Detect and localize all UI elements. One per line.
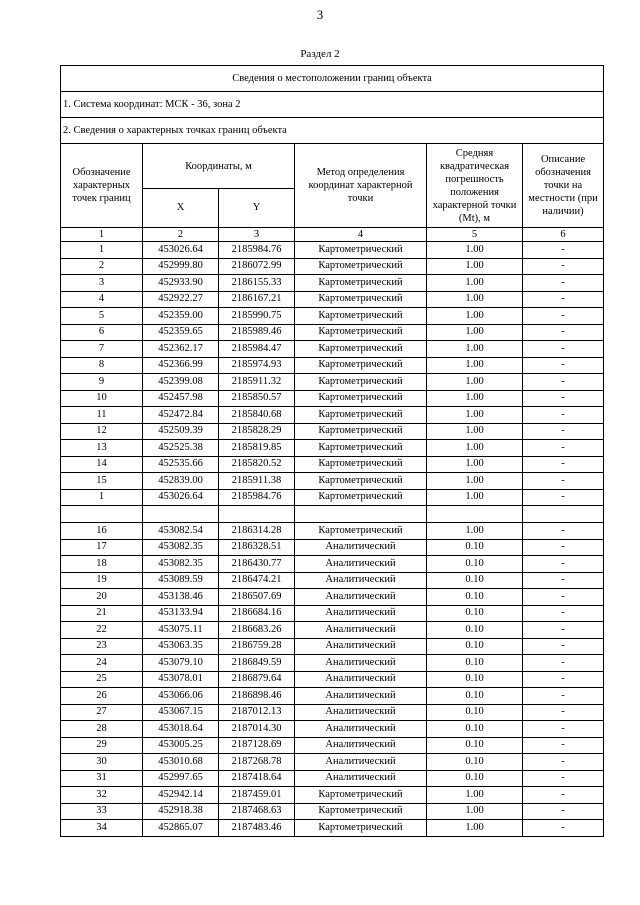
table-row bbox=[61, 390, 604, 407]
table-row bbox=[61, 258, 604, 275]
coord-y: 2187468.63 bbox=[219, 803, 295, 820]
table-row bbox=[61, 357, 604, 374]
error-mt: 0.10 bbox=[427, 556, 523, 573]
table-row bbox=[61, 308, 604, 325]
coord-y: 2185819.85 bbox=[219, 440, 295, 457]
method: Аналитический bbox=[295, 638, 427, 655]
description: - bbox=[523, 473, 604, 490]
boundary-points-table bbox=[60, 65, 604, 837]
error-mt: 0.10 bbox=[427, 688, 523, 705]
error-mt: 0.10 bbox=[427, 704, 523, 721]
coord-x: 452362.17 bbox=[143, 341, 219, 358]
coord-x: 452865.07 bbox=[143, 820, 219, 837]
table-row bbox=[61, 605, 604, 622]
coord-x: 453067.15 bbox=[143, 704, 219, 721]
group-separator-row bbox=[61, 506, 604, 523]
coord-y: 2185984.47 bbox=[219, 341, 295, 358]
error-mt: 1.00 bbox=[427, 489, 523, 506]
method: Картометрический bbox=[295, 308, 427, 325]
error-mt: 0.10 bbox=[427, 638, 523, 655]
point-designation: 19 bbox=[61, 572, 143, 589]
error-mt: 0.10 bbox=[427, 770, 523, 787]
table-row bbox=[61, 556, 604, 573]
coord-y: 2186328.51 bbox=[219, 539, 295, 556]
point-designation: 25 bbox=[61, 671, 143, 688]
method: Картометрический bbox=[295, 423, 427, 440]
description: - bbox=[523, 638, 604, 655]
method: Картометрический bbox=[295, 489, 427, 506]
coord-y: 2185989.46 bbox=[219, 324, 295, 341]
coord-y: 2185828.29 bbox=[219, 423, 295, 440]
description: - bbox=[523, 275, 604, 292]
coord-x: 453133.94 bbox=[143, 605, 219, 622]
table-row bbox=[61, 704, 604, 721]
point-designation: 10 bbox=[61, 390, 143, 407]
description: - bbox=[523, 787, 604, 804]
coord-x: 452472.84 bbox=[143, 407, 219, 424]
description: - bbox=[523, 737, 604, 754]
coord-y: 2186072.99 bbox=[219, 258, 295, 275]
table-row bbox=[61, 456, 604, 473]
error-mt: 0.10 bbox=[427, 737, 523, 754]
point-designation: 7 bbox=[61, 341, 143, 358]
description: - bbox=[523, 489, 604, 506]
point-designation: 31 bbox=[61, 770, 143, 787]
coord-y: 2187418.64 bbox=[219, 770, 295, 787]
description: - bbox=[523, 721, 604, 738]
description: - bbox=[523, 605, 604, 622]
coord-y: 2185820.52 bbox=[219, 456, 295, 473]
coord-x: 453082.35 bbox=[143, 556, 219, 573]
point-designation: 18 bbox=[61, 556, 143, 573]
method: Картометрический bbox=[295, 390, 427, 407]
method: Картометрический bbox=[295, 357, 427, 374]
method: Картометрический bbox=[295, 787, 427, 804]
column-number: 5 bbox=[427, 228, 523, 242]
table-row bbox=[61, 737, 604, 754]
table-row bbox=[61, 341, 604, 358]
error-mt: 0.10 bbox=[427, 721, 523, 738]
coord-y: 2186314.28 bbox=[219, 523, 295, 540]
error-mt: 1.00 bbox=[427, 407, 523, 424]
coord-y: 2187268.78 bbox=[219, 754, 295, 771]
description: - bbox=[523, 308, 604, 325]
table-row bbox=[61, 374, 604, 391]
error-mt: 0.10 bbox=[427, 589, 523, 606]
coord-y: 2187128.69 bbox=[219, 737, 295, 754]
point-designation: 27 bbox=[61, 704, 143, 721]
table-row bbox=[61, 622, 604, 639]
header-method: Метод определения координат характерной точки bbox=[295, 144, 427, 228]
table-row bbox=[61, 671, 604, 688]
header-error: Средняя квадратическая погрешность положения характерной точки (Mt), м bbox=[427, 144, 523, 228]
method: Картометрический bbox=[295, 820, 427, 837]
point-designation: 17 bbox=[61, 539, 143, 556]
column-number: 6 bbox=[523, 228, 604, 242]
coord-x: 452359.65 bbox=[143, 324, 219, 341]
method: Картометрический bbox=[295, 456, 427, 473]
description: - bbox=[523, 671, 604, 688]
method: Картометрический bbox=[295, 803, 427, 820]
table-row bbox=[61, 291, 604, 308]
coord-x: 453010.68 bbox=[143, 754, 219, 771]
method: Картометрический bbox=[295, 407, 427, 424]
error-mt: 1.00 bbox=[427, 456, 523, 473]
empty-cell bbox=[295, 506, 427, 523]
method: Картометрический bbox=[295, 440, 427, 457]
method: Картометрический bbox=[295, 324, 427, 341]
method: Аналитический bbox=[295, 704, 427, 721]
error-mt: 0.10 bbox=[427, 622, 523, 639]
description: - bbox=[523, 704, 604, 721]
table-row bbox=[61, 572, 604, 589]
table-row bbox=[61, 539, 604, 556]
description: - bbox=[523, 341, 604, 358]
coord-y: 2186849.59 bbox=[219, 655, 295, 672]
header-x: X bbox=[143, 189, 219, 228]
coord-x: 452509.39 bbox=[143, 423, 219, 440]
coord-y: 2185984.76 bbox=[219, 242, 295, 259]
table-title: Сведения о местоположении границ объекта bbox=[61, 66, 604, 92]
coord-x: 453005.25 bbox=[143, 737, 219, 754]
coord-x: 453079.10 bbox=[143, 655, 219, 672]
coord-y: 2185990.75 bbox=[219, 308, 295, 325]
method: Картометрический bbox=[295, 374, 427, 391]
point-designation: 29 bbox=[61, 737, 143, 754]
point-designation: 14 bbox=[61, 456, 143, 473]
point-designation: 24 bbox=[61, 655, 143, 672]
error-mt: 1.00 bbox=[427, 324, 523, 341]
error-mt: 1.00 bbox=[427, 787, 523, 804]
error-mt: 1.00 bbox=[427, 308, 523, 325]
coord-x: 453138.46 bbox=[143, 589, 219, 606]
table-row bbox=[61, 655, 604, 672]
point-designation: 21 bbox=[61, 605, 143, 622]
coord-x: 452999.80 bbox=[143, 258, 219, 275]
method: Аналитический bbox=[295, 754, 427, 771]
coord-x: 452399.08 bbox=[143, 374, 219, 391]
method: Аналитический bbox=[295, 572, 427, 589]
coord-x: 453018.64 bbox=[143, 721, 219, 738]
coord-y: 2187483.46 bbox=[219, 820, 295, 837]
method: Картометрический bbox=[295, 275, 427, 292]
coord-x: 452922.27 bbox=[143, 291, 219, 308]
coord-y: 2187014.30 bbox=[219, 721, 295, 738]
coord-x: 453063.35 bbox=[143, 638, 219, 655]
description: - bbox=[523, 820, 604, 837]
coord-y: 2186155.33 bbox=[219, 275, 295, 292]
error-mt: 1.00 bbox=[427, 291, 523, 308]
error-mt: 1.00 bbox=[427, 820, 523, 837]
point-designation: 33 bbox=[61, 803, 143, 820]
error-mt: 1.00 bbox=[427, 390, 523, 407]
table-row bbox=[61, 820, 604, 837]
description: - bbox=[523, 357, 604, 374]
table-row bbox=[61, 324, 604, 341]
method: Картометрический bbox=[295, 258, 427, 275]
error-mt: 0.10 bbox=[427, 572, 523, 589]
coord-y: 2186430.77 bbox=[219, 556, 295, 573]
table-row bbox=[61, 638, 604, 655]
coord-x: 452457.98 bbox=[143, 390, 219, 407]
description: - bbox=[523, 754, 604, 771]
point-designation: 30 bbox=[61, 754, 143, 771]
point-designation: 2 bbox=[61, 258, 143, 275]
table-row bbox=[61, 770, 604, 787]
coord-x: 452933.90 bbox=[143, 275, 219, 292]
coord-x: 453082.35 bbox=[143, 539, 219, 556]
method: Аналитический bbox=[295, 671, 427, 688]
method: Аналитический bbox=[295, 737, 427, 754]
coord-x: 453082.54 bbox=[143, 523, 219, 540]
table-row bbox=[61, 473, 604, 490]
coord-y: 2186898.46 bbox=[219, 688, 295, 705]
method: Картометрический bbox=[295, 242, 427, 259]
coord-y: 2185911.32 bbox=[219, 374, 295, 391]
description: - bbox=[523, 770, 604, 787]
column-number: 2 bbox=[143, 228, 219, 242]
coord-x: 452918.38 bbox=[143, 803, 219, 820]
coord-x: 452366.99 bbox=[143, 357, 219, 374]
error-mt: 0.10 bbox=[427, 655, 523, 672]
coord-y: 2186474.21 bbox=[219, 572, 295, 589]
column-number: 1 bbox=[61, 228, 143, 242]
coord-y: 2186507.69 bbox=[219, 589, 295, 606]
coord-x: 452839.00 bbox=[143, 473, 219, 490]
coord-x: 453078.01 bbox=[143, 671, 219, 688]
error-mt: 1.00 bbox=[427, 473, 523, 490]
coordinate-system: 1. Система координат: МСК - 36, зона 2 bbox=[61, 92, 604, 118]
table-row bbox=[61, 440, 604, 457]
column-number: 3 bbox=[219, 228, 295, 242]
description: - bbox=[523, 803, 604, 820]
coord-y: 2185974.93 bbox=[219, 357, 295, 374]
point-designation: 4 bbox=[61, 291, 143, 308]
description: - bbox=[523, 523, 604, 540]
description: - bbox=[523, 589, 604, 606]
point-designation: 11 bbox=[61, 407, 143, 424]
error-mt: 1.00 bbox=[427, 374, 523, 391]
error-mt: 1.00 bbox=[427, 523, 523, 540]
coord-y: 2186683.26 bbox=[219, 622, 295, 639]
method: Аналитический bbox=[295, 556, 427, 573]
empty-cell bbox=[523, 506, 604, 523]
coord-y: 2187012.13 bbox=[219, 704, 295, 721]
description: - bbox=[523, 407, 604, 424]
point-designation: 32 bbox=[61, 787, 143, 804]
description: - bbox=[523, 456, 604, 473]
error-mt: 0.10 bbox=[427, 754, 523, 771]
description: - bbox=[523, 291, 604, 308]
table-row bbox=[61, 489, 604, 506]
header-coordinates: Координаты, м bbox=[143, 144, 295, 189]
description: - bbox=[523, 688, 604, 705]
error-mt: 1.00 bbox=[427, 423, 523, 440]
coord-x: 453075.11 bbox=[143, 622, 219, 639]
error-mt: 1.00 bbox=[427, 275, 523, 292]
point-designation: 34 bbox=[61, 820, 143, 837]
table-row bbox=[61, 589, 604, 606]
coord-y: 2186167.21 bbox=[219, 291, 295, 308]
description: - bbox=[523, 423, 604, 440]
error-mt: 1.00 bbox=[427, 357, 523, 374]
point-designation: 23 bbox=[61, 638, 143, 655]
header-y: Y bbox=[219, 189, 295, 228]
description: - bbox=[523, 258, 604, 275]
method: Картометрический bbox=[295, 473, 427, 490]
header-designation: Обозначение характерных точек границ bbox=[61, 144, 143, 228]
empty-cell bbox=[427, 506, 523, 523]
error-mt: 1.00 bbox=[427, 258, 523, 275]
method: Картометрический bbox=[295, 341, 427, 358]
empty-cell bbox=[61, 506, 143, 523]
point-designation: 8 bbox=[61, 357, 143, 374]
description: - bbox=[523, 242, 604, 259]
empty-cell bbox=[219, 506, 295, 523]
description: - bbox=[523, 539, 604, 556]
coord-x: 453026.64 bbox=[143, 242, 219, 259]
table-row bbox=[61, 242, 604, 259]
method: Аналитический bbox=[295, 770, 427, 787]
description: - bbox=[523, 572, 604, 589]
method: Аналитический bbox=[295, 655, 427, 672]
description: - bbox=[523, 390, 604, 407]
table-row bbox=[61, 407, 604, 424]
error-mt: 1.00 bbox=[427, 341, 523, 358]
coord-y: 2186879.64 bbox=[219, 671, 295, 688]
table-row bbox=[61, 754, 604, 771]
table-row bbox=[61, 721, 604, 738]
empty-cell bbox=[143, 506, 219, 523]
point-designation: 28 bbox=[61, 721, 143, 738]
point-designation: 6 bbox=[61, 324, 143, 341]
point-designation: 5 bbox=[61, 308, 143, 325]
error-mt: 0.10 bbox=[427, 539, 523, 556]
point-designation: 13 bbox=[61, 440, 143, 457]
point-designation: 22 bbox=[61, 622, 143, 639]
column-numbers-row bbox=[61, 228, 604, 242]
description: - bbox=[523, 440, 604, 457]
coord-x: 452535.66 bbox=[143, 456, 219, 473]
coord-y: 2185850.57 bbox=[219, 390, 295, 407]
point-designation: 20 bbox=[61, 589, 143, 606]
description: - bbox=[523, 556, 604, 573]
section-title: Раздел 2 bbox=[300, 48, 340, 60]
table-row bbox=[61, 787, 604, 804]
coord-x: 453026.64 bbox=[143, 489, 219, 506]
table-row bbox=[61, 275, 604, 292]
point-designation: 3 bbox=[61, 275, 143, 292]
error-mt: 1.00 bbox=[427, 440, 523, 457]
method: Картометрический bbox=[295, 523, 427, 540]
coord-y: 2185984.76 bbox=[219, 489, 295, 506]
coord-x: 453066.06 bbox=[143, 688, 219, 705]
coord-y: 2185911.38 bbox=[219, 473, 295, 490]
method: Аналитический bbox=[295, 622, 427, 639]
description: - bbox=[523, 324, 604, 341]
point-designation: 26 bbox=[61, 688, 143, 705]
column-number: 4 bbox=[295, 228, 427, 242]
point-designation: 15 bbox=[61, 473, 143, 490]
header-description: Описание обозначения точки на местности (при наличии) bbox=[523, 144, 604, 228]
coord-x: 453089.59 bbox=[143, 572, 219, 589]
method: Аналитический bbox=[295, 688, 427, 705]
coord-y: 2186684.16 bbox=[219, 605, 295, 622]
method: Аналитический bbox=[295, 539, 427, 556]
error-mt: 1.00 bbox=[427, 803, 523, 820]
error-mt: 0.10 bbox=[427, 671, 523, 688]
error-mt: 0.10 bbox=[427, 605, 523, 622]
coord-y: 2186759.28 bbox=[219, 638, 295, 655]
point-designation: 1 bbox=[61, 489, 143, 506]
point-designation: 9 bbox=[61, 374, 143, 391]
coord-y: 2187459.01 bbox=[219, 787, 295, 804]
table-row bbox=[61, 803, 604, 820]
method: Аналитический bbox=[295, 589, 427, 606]
table-row bbox=[61, 523, 604, 540]
method: Аналитический bbox=[295, 721, 427, 738]
description: - bbox=[523, 655, 604, 672]
description: - bbox=[523, 622, 604, 639]
coord-x: 452359.00 bbox=[143, 308, 219, 325]
error-mt: 1.00 bbox=[427, 242, 523, 259]
point-designation: 1 bbox=[61, 242, 143, 259]
point-designation: 12 bbox=[61, 423, 143, 440]
table-row bbox=[61, 423, 604, 440]
point-designation: 16 bbox=[61, 523, 143, 540]
page-number: 3 bbox=[316, 7, 324, 22]
coord-y: 2185840.68 bbox=[219, 407, 295, 424]
coord-x: 452997.65 bbox=[143, 770, 219, 787]
method: Аналитический bbox=[295, 605, 427, 622]
coord-x: 452525.38 bbox=[143, 440, 219, 457]
points-caption: 2. Сведения о характерных точках границ объекта bbox=[61, 118, 604, 144]
method: Картометрический bbox=[295, 291, 427, 308]
table-row bbox=[61, 688, 604, 705]
coord-x: 452942.14 bbox=[143, 787, 219, 804]
description: - bbox=[523, 374, 604, 391]
